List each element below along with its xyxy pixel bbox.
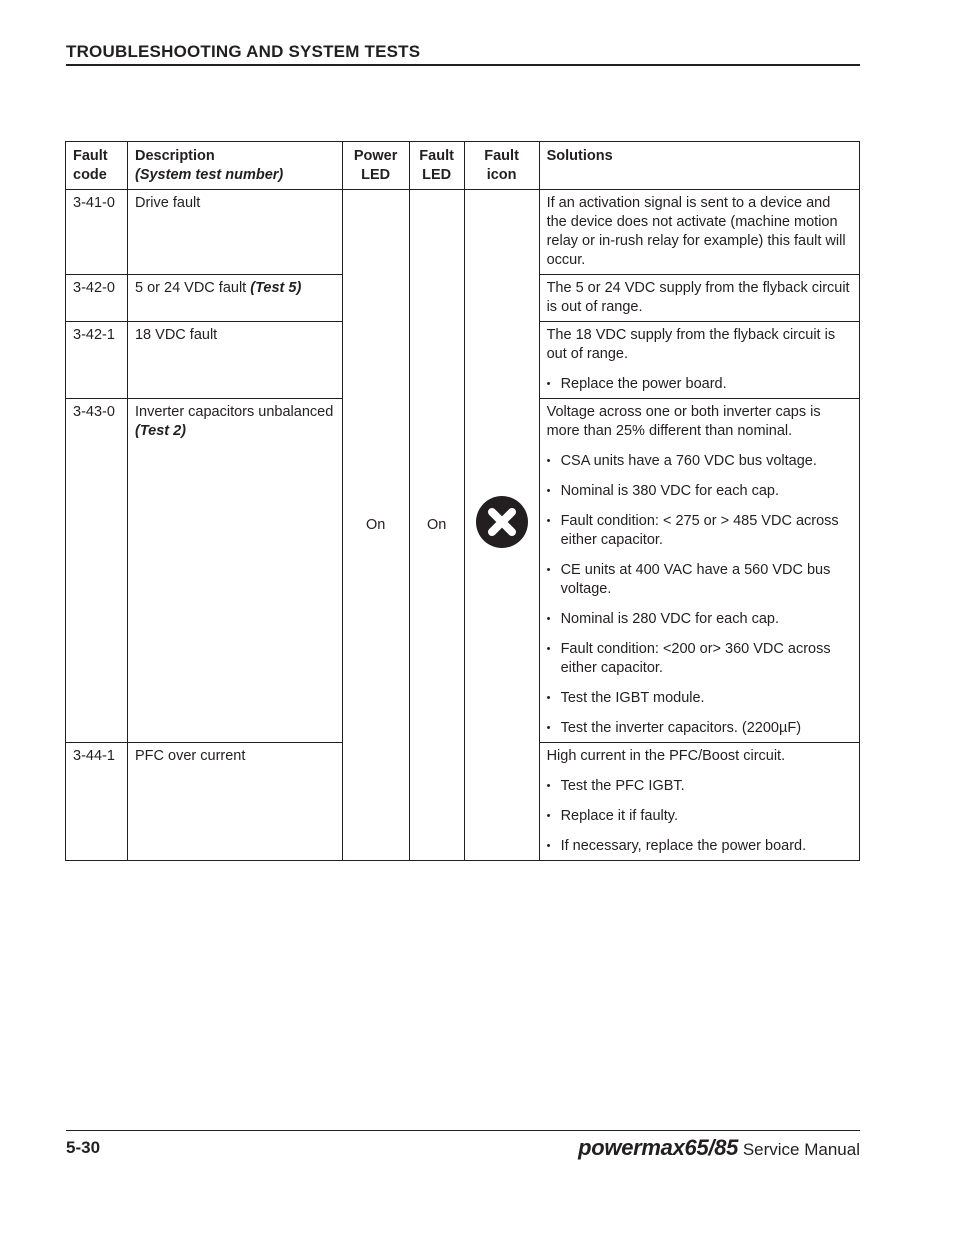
col-header-solutions: Solutions xyxy=(539,142,859,190)
fault-solution xyxy=(539,743,859,861)
fault-description: 5 or 24 VDC fault (Test 5) xyxy=(127,275,342,322)
solution-text: The 18 VDC supply from the flyback circuit is out of range. xyxy=(546,327,836,362)
test-number: (Test 5) xyxy=(250,280,302,296)
page-footer xyxy=(66,1130,860,1160)
col-header-power-led: Power LED xyxy=(342,142,409,190)
solution-steps xyxy=(547,375,852,394)
section-title: TROUBLESHOOTING AND SYSTEM TESTS xyxy=(66,42,421,61)
fault-description: Drive fault xyxy=(127,190,342,275)
fault-description: 18 VDC fault xyxy=(127,322,342,399)
test-number: (Test 2) xyxy=(134,423,187,439)
solution-text: The 5 or 24 VDC supply from the flyback circuit is out of range. xyxy=(546,280,850,315)
fault-code: 3-41-0 xyxy=(66,190,128,275)
fault-solution xyxy=(539,399,859,743)
solution-step: • CSA units have a 760 VDC bus voltage. xyxy=(547,452,852,471)
col-header-description: Description (System test number) xyxy=(127,142,342,190)
manual-title xyxy=(578,1135,860,1161)
col-header-fault-icon: Fault icon xyxy=(464,142,539,190)
fault-code: 3-42-1 xyxy=(66,322,128,399)
solution-step: • Fault condition: < 275 or > 485 VDC across either capacitor. xyxy=(547,512,852,550)
solution-steps xyxy=(547,777,852,856)
solution-step: • CE units at 400 VAC have a 560 VDC bus voltage. xyxy=(547,561,852,599)
fault-code: 3-44-1 xyxy=(66,743,128,861)
fault-solution xyxy=(539,322,859,399)
power-led-state: On xyxy=(342,190,409,861)
fault-code: 3-42-0 xyxy=(66,275,128,322)
solution-step: • Test the PFC IGBT. xyxy=(547,777,852,796)
fault-solution xyxy=(539,190,859,275)
brand-name: powermax65/85 xyxy=(578,1135,739,1160)
fault-icon-cell xyxy=(464,190,539,861)
solution-step: • Test the IGBT module. xyxy=(547,689,852,708)
fault-description: Inverter capacitors unbalanced (Test 2) xyxy=(127,399,342,743)
fault-x-icon xyxy=(475,495,529,549)
page-header xyxy=(66,42,860,66)
solution-text: Voltage across one or both inverter caps is more than 25% different than nominal. xyxy=(546,404,821,439)
fault-code: 3-43-0 xyxy=(66,399,128,743)
solution-step: • Fault condition: <200 or> 360 VDC across either capacitor. xyxy=(547,640,852,678)
fault-led-state: On xyxy=(409,190,464,861)
solution-step: • Test the inverter capacitors. (2200µF) xyxy=(547,719,852,738)
page-number: 5-30 xyxy=(66,1138,101,1157)
fault-description: PFC over current xyxy=(127,743,342,861)
table-header-row xyxy=(66,142,860,190)
solution-text: If an activation signal is sent to a device and the device does not activate (machine motion relay or in-rush relay for example) this fault will occur. xyxy=(546,195,846,268)
col-header-fault-code: Fault code xyxy=(66,142,128,190)
fault-code-table xyxy=(65,141,860,861)
solution-step: • Replace it if faulty. xyxy=(547,807,852,826)
solution-text: High current in the PFC/Boost circuit. xyxy=(546,748,786,764)
solution-step: • Nominal is 380 VDC for each cap. xyxy=(547,482,852,501)
manual-label: Service Manual xyxy=(742,1140,860,1159)
fault-solution xyxy=(539,275,859,322)
solution-step: • Replace the power board. xyxy=(547,375,852,394)
col-header-fault-led: Fault LED xyxy=(409,142,464,190)
table-row xyxy=(66,190,860,275)
solution-steps xyxy=(547,452,852,738)
solution-step: • Nominal is 280 VDC for each cap. xyxy=(547,610,852,629)
solution-step: • If necessary, replace the power board. xyxy=(547,837,852,856)
